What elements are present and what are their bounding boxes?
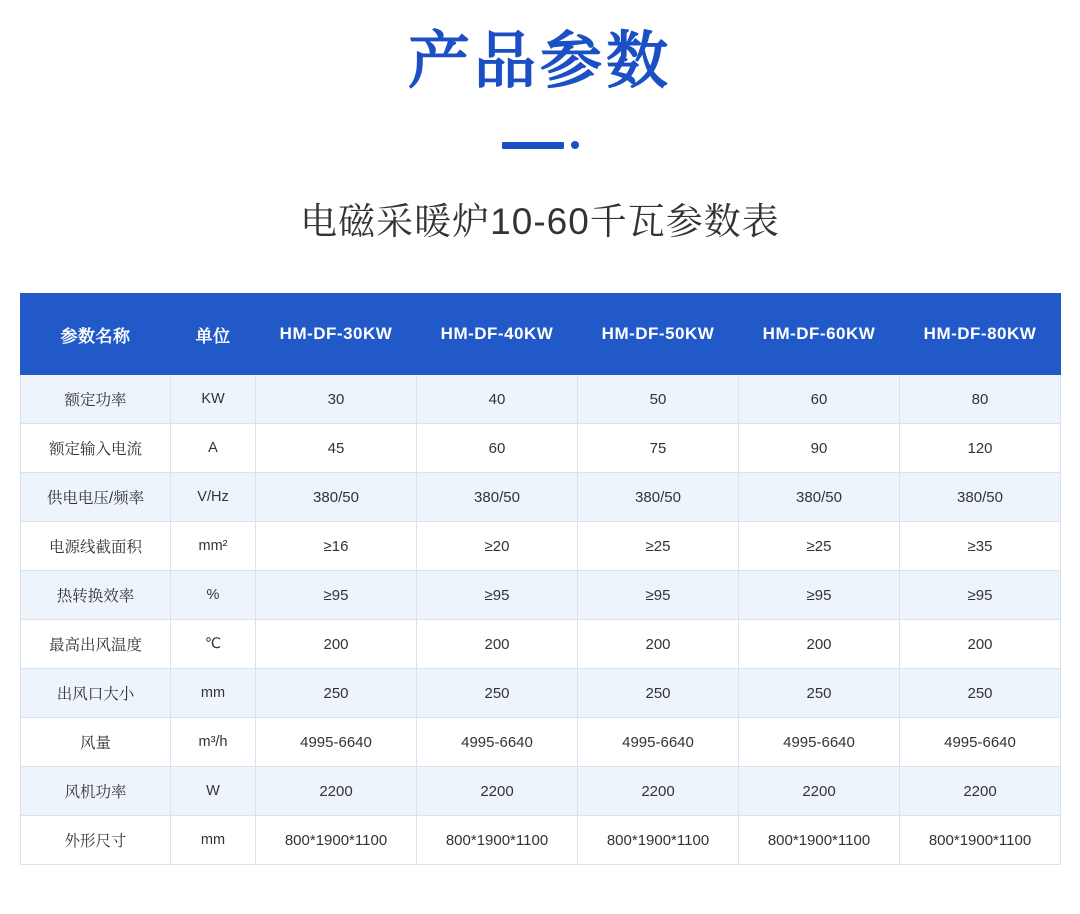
cell-value: 380/50	[739, 473, 900, 522]
cell-value: 120	[900, 424, 1061, 473]
parameter-table	[20, 293, 1061, 865]
column-header-model-1: HM-DF-30KW	[256, 294, 417, 375]
row-label: 最高出风温度	[21, 620, 171, 669]
cell-value: ≥95	[739, 571, 900, 620]
cell-value: 4995-6640	[900, 718, 1061, 767]
cell-value: 200	[739, 620, 900, 669]
cell-value: ≥95	[900, 571, 1061, 620]
cell-value: ≥25	[739, 522, 900, 571]
table-row	[21, 473, 1061, 522]
page-subtitle: 电磁采暖炉10-60千瓦参数表	[300, 201, 780, 243]
cell-value: 250	[578, 669, 739, 718]
cell-value: 30	[256, 375, 417, 424]
row-label: 额定功率	[21, 375, 171, 424]
cell-value: ≥35	[900, 522, 1061, 571]
cell-value: 2200	[417, 767, 578, 816]
row-unit: mm	[171, 816, 256, 865]
cell-value: 800*1900*1100	[578, 816, 739, 865]
cell-value: 200	[900, 620, 1061, 669]
row-unit: W	[171, 767, 256, 816]
cell-value: 90	[739, 424, 900, 473]
cell-value: 60	[739, 375, 900, 424]
divider-bar-icon	[502, 142, 564, 149]
row-unit: ℃	[171, 620, 256, 669]
table-row	[21, 522, 1061, 571]
cell-value: ≥95	[578, 571, 739, 620]
column-header-model-2: HM-DF-40KW	[417, 294, 578, 375]
cell-value: 45	[256, 424, 417, 473]
cell-value: ≥25	[578, 522, 739, 571]
cell-value: 60	[417, 424, 578, 473]
cell-value: 75	[578, 424, 739, 473]
cell-value: 800*1900*1100	[417, 816, 578, 865]
cell-value: ≥95	[417, 571, 578, 620]
cell-value: 2200	[578, 767, 739, 816]
row-label: 热转换效率	[21, 571, 171, 620]
column-header-name: 参数名称	[21, 294, 171, 375]
table-header-row	[21, 294, 1061, 375]
row-unit: mm	[171, 669, 256, 718]
title-divider	[0, 139, 1080, 151]
cell-value: 380/50	[578, 473, 739, 522]
cell-value: 380/50	[900, 473, 1061, 522]
table-row	[21, 620, 1061, 669]
table-row	[21, 375, 1061, 424]
row-label: 电源线截面积	[21, 522, 171, 571]
cell-value: 200	[578, 620, 739, 669]
divider-dot-icon	[571, 141, 579, 149]
row-unit: V/Hz	[171, 473, 256, 522]
row-unit: A	[171, 424, 256, 473]
cell-value: 200	[417, 620, 578, 669]
row-label: 供电电压/频率	[21, 473, 171, 522]
cell-value: 2200	[739, 767, 900, 816]
row-label: 出风口大小	[21, 669, 171, 718]
table-row	[21, 816, 1061, 865]
cell-value: 380/50	[417, 473, 578, 522]
row-label: 外形尺寸	[21, 816, 171, 865]
table-row	[21, 718, 1061, 767]
table-header	[21, 294, 1061, 375]
column-header-model-4: HM-DF-60KW	[739, 294, 900, 375]
row-unit: m³/h	[171, 718, 256, 767]
row-label: 额定输入电流	[21, 424, 171, 473]
column-header-unit: 单位	[171, 294, 256, 375]
cell-value: 250	[417, 669, 578, 718]
column-header-model-5: HM-DF-80KW	[900, 294, 1061, 375]
cell-value: 250	[739, 669, 900, 718]
cell-value: 2200	[900, 767, 1061, 816]
row-label: 风机功率	[21, 767, 171, 816]
cell-value: 250	[256, 669, 417, 718]
cell-value: 380/50	[256, 473, 417, 522]
row-label: 风量	[21, 718, 171, 767]
row-unit: KW	[171, 375, 256, 424]
table-row	[21, 424, 1061, 473]
cell-value: ≥20	[417, 522, 578, 571]
cell-value: 80	[900, 375, 1061, 424]
parameter-table-container	[20, 293, 1060, 865]
cell-value: 200	[256, 620, 417, 669]
cell-value: 800*1900*1100	[739, 816, 900, 865]
cell-value: ≥16	[256, 522, 417, 571]
cell-value: 2200	[256, 767, 417, 816]
cell-value: 4995-6640	[256, 718, 417, 767]
cell-value: 250	[900, 669, 1061, 718]
table-row	[21, 571, 1061, 620]
cell-value: 4995-6640	[417, 718, 578, 767]
table-row	[21, 767, 1061, 816]
column-header-model-3: HM-DF-50KW	[578, 294, 739, 375]
cell-value: 4995-6640	[578, 718, 739, 767]
cell-value: 40	[417, 375, 578, 424]
page-title: 产品参数	[407, 27, 672, 96]
cell-value: 4995-6640	[739, 718, 900, 767]
cell-value: 800*1900*1100	[900, 816, 1061, 865]
table-row	[21, 669, 1061, 718]
row-unit: mm²	[171, 522, 256, 571]
cell-value: 800*1900*1100	[256, 816, 417, 865]
table-body	[21, 375, 1061, 865]
cell-value: 50	[578, 375, 739, 424]
cell-value: ≥95	[256, 571, 417, 620]
row-unit: %	[171, 571, 256, 620]
